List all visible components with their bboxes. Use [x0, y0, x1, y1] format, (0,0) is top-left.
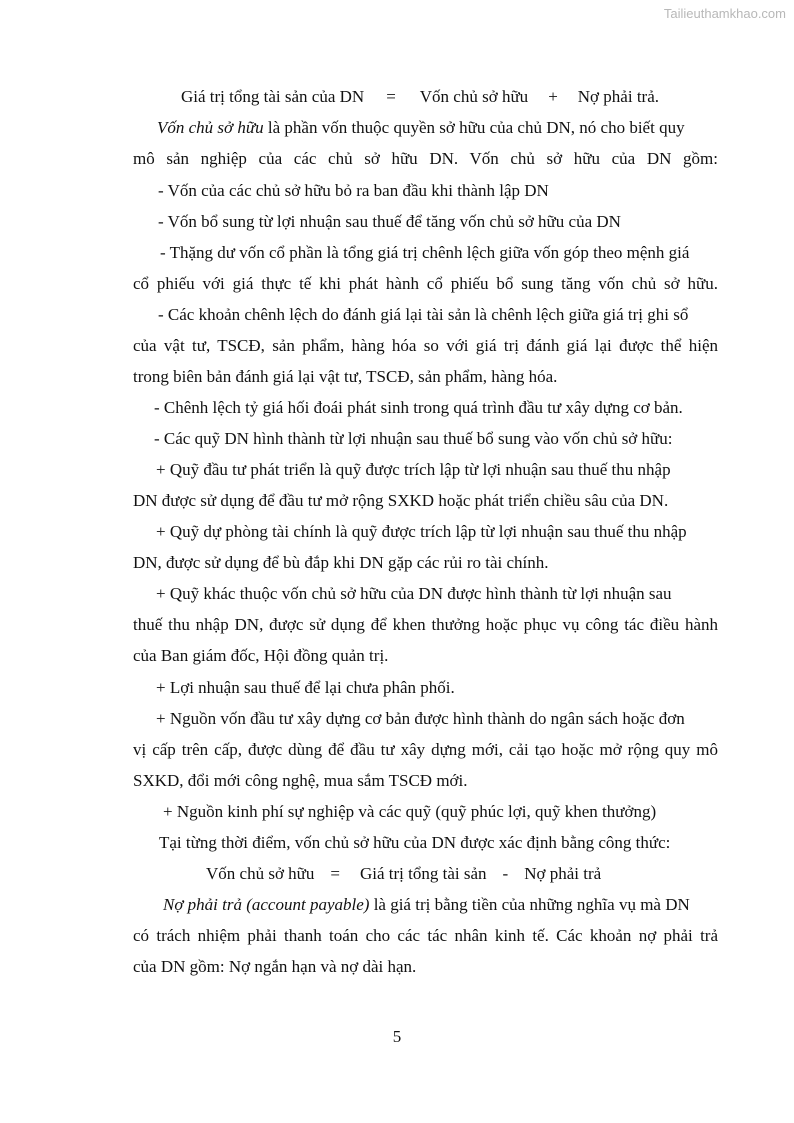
list-line: - Vốn bổ sung từ lợi nhuận sau thuế để tăng vốn chủ sở hữu của DN [158, 212, 621, 231]
term-equity: Vốn chủ sở hữu [157, 118, 264, 137]
list-line: - Thặng dư vốn cổ phần là tổng giá trị chênh lệch giữa vốn góp theo mệnh giá [160, 243, 690, 262]
list-line: SXKD, đổi mới công nghệ, mua sắm TSCĐ mới. [133, 771, 468, 790]
page-number: 5 [392, 1027, 402, 1046]
list-line: trong biên bản đánh giá lại vật tư, TSCĐ, sản phẩm, hàng hóa. [133, 367, 558, 386]
eq2-left: Vốn chủ sở hữu [206, 864, 315, 883]
term-payable: Nợ phải trả (account payable) [163, 895, 370, 914]
list-line: - Chênh lệch tỷ giá hối đoái phát sinh trong quá trình đầu tư xây dựng cơ bản. [154, 398, 683, 417]
list-line: + Quỹ khác thuộc vốn chủ sở hữu của DN được hình thành từ lợi nhuận sau [156, 584, 672, 603]
paragraph-equity-line-1 [157, 117, 794, 139]
eq1-equals: = [386, 87, 396, 106]
list-line: cổ phiếu với giá thực tế khi phát hành cổ phiếu bổ sung tăng vốn chủ sở hữu. [133, 274, 718, 293]
paragraph-payable-line-2: có trách nhiệm phải thanh toán cho các tác nhân kinh tế. Các khoản nợ phải trả [133, 926, 718, 945]
paragraph-payable-text: là giá trị bằng tiền của những nghĩa vụ mà DN [369, 895, 690, 914]
list-line: Tại từng thời điểm, vốn chủ sở hữu của DN được xác định bằng công thức: [159, 833, 671, 852]
paragraph-payable-line-3: của DN gồm: Nợ ngắn hạn và nợ dài hạn. [133, 957, 417, 976]
eq1-middle: Vốn chủ sở hữu [419, 87, 529, 106]
eq2-minus: - [502, 864, 509, 883]
eq2-equals: = [330, 864, 340, 883]
eq1-plus: + [548, 87, 558, 106]
list-line: + Lợi nhuận sau thuế để lại chưa phân phối. [156, 678, 455, 697]
list-line: - Vốn của các chủ sở hữu bỏ ra ban đầu khi thành lập DN [158, 181, 549, 200]
eq1-right: Nợ phải trả. [577, 87, 659, 106]
eq2-middle: Giá trị tổng tài sản [360, 864, 487, 883]
list-line: DN được sử dụng để đầu tư mở rộng SXKD hoặc phát triển chiều sâu của DN. [133, 491, 669, 510]
list-line: - Các quỹ DN hình thành từ lợi nhuận sau thuế bổ sung vào vốn chủ sở hữu: [154, 429, 673, 448]
list-line: của Ban giám đốc, Hội đồng quản trị. [133, 646, 389, 665]
list-line: + Nguồn vốn đầu tư xây dựng cơ bản được hình thành do ngân sách hoặc đơn [156, 709, 685, 728]
list-line: DN, được sử dụng để bù đắp khi DN gặp các rủi ro tài chính. [133, 553, 549, 572]
eq2-right: Nợ phải trả [524, 864, 602, 883]
equation-assets [181, 86, 794, 108]
paragraph-payable-line-1 [163, 894, 794, 916]
list-line: + Nguồn kinh phí sự nghiệp và các quỹ (quỹ phúc lợi, quỹ khen thưởng) [163, 802, 657, 821]
list-line: của vật tư, TSCĐ, sản phẩm, hàng hóa so với giá trị đánh giá lại được thể hiện [133, 336, 718, 355]
list-line: thuế thu nhập DN, được sử dụng để khen thưởng hoặc phục vụ công tác điều hành [133, 615, 718, 634]
paragraph-equity-line-2: mô sản nghiệp của các chủ sở hữu DN. Vốn chủ sở hữu của DN gồm: [133, 149, 718, 168]
watermark: Tailieuthamkhao.com [663, 6, 786, 21]
list-line: vị cấp trên cấp, được dùng để đầu tư xây dựng mới, cải tạo hoặc mở rộng quy mô [133, 740, 718, 759]
list-line: - Các khoản chênh lệch do đánh giá lại tài sản là chênh lệch giữa giá trị ghi sổ [158, 305, 689, 324]
list-line: + Quỹ dự phòng tài chính là quỹ được trích lập từ lợi nhuận sau thuế thu nhập [156, 522, 687, 541]
eq1-left: Giá trị tổng tài sản của DN [181, 87, 365, 106]
equation-equity [206, 863, 794, 885]
paragraph-equity-text: là phần vốn thuộc quyền sở hữu của chủ DN, nó cho biết quy [263, 118, 685, 137]
list-line: + Quỹ đầu tư phát triển là quỹ được trích lập từ lợi nhuận sau thuế thu nhập [156, 460, 671, 479]
